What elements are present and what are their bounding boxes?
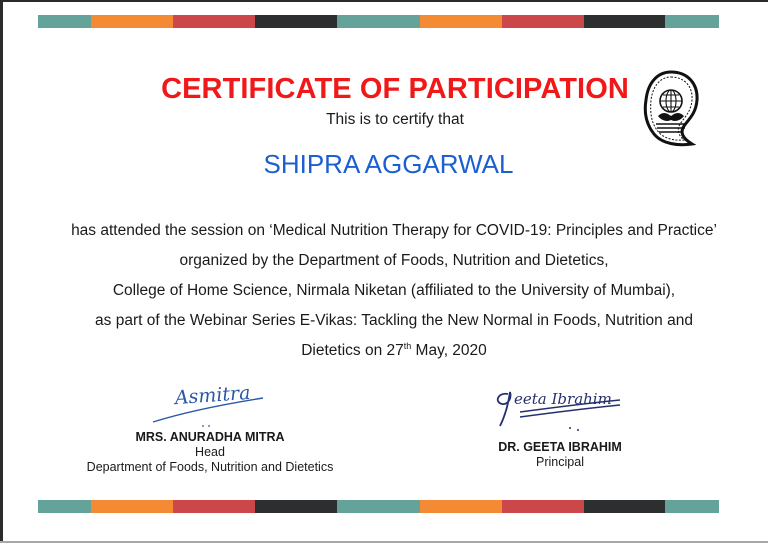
stripe-segment-teal <box>38 500 91 513</box>
date-prefix: Dietetics on 27 <box>301 342 404 359</box>
bottom-color-stripe <box>38 500 719 513</box>
stripe-segment-teal <box>38 15 91 28</box>
stripe-segment-orange <box>91 500 173 513</box>
body-line: organized by the Department of Foods, Nutrition and Dietetics, <box>179 252 609 269</box>
stripe-segment-dark <box>584 500 665 513</box>
stripe-segment-red <box>502 15 584 28</box>
signatory-department: Department of Foods, Nutrition and Dietetics <box>86 460 334 474</box>
stripe-segment-orange <box>420 500 502 513</box>
signature-geeta-ibrahim <box>490 380 630 440</box>
svg-text:eeta Ibrahim: eeta Ibrahim <box>514 390 612 408</box>
date-line <box>0 336 768 366</box>
signatory-name: DR. GEETA IBRAHIM <box>498 440 622 454</box>
body-line: as part of the Webinar Series E-Vikas: Tackling the New Normal in Foods, Nutrition and <box>95 312 693 329</box>
body-line: College of Home Science, Nirmala Niketan (affiliated to the University of Mumbai), <box>112 282 676 299</box>
stripe-segment-teal <box>337 15 420 28</box>
stripe-segment-red <box>502 500 584 513</box>
stripe-segment-red <box>173 15 255 28</box>
signatory-name: MRS. ANURADHA MITRA <box>135 430 285 444</box>
window-border-top <box>0 0 768 2</box>
recipient-name: SHIPRA AGGARWAL <box>263 149 514 179</box>
college-emblem-icon <box>642 68 700 148</box>
signatory-head <box>60 378 360 475</box>
signature-anuradha-mitra <box>145 378 275 430</box>
signatory-role: Principal <box>536 455 584 469</box>
signatory-principal <box>460 380 660 470</box>
signatory-role: Head <box>195 445 225 459</box>
top-color-stripe <box>38 15 719 28</box>
stripe-segment-orange <box>91 15 173 28</box>
stripe-segment-teal <box>337 500 420 513</box>
stripe-segment-teal <box>665 500 719 513</box>
stripe-segment-dark <box>255 15 337 28</box>
certificate-title: CERTIFICATE OF PARTICIPATION <box>161 73 629 105</box>
svg-text:Asmitra: Asmitra <box>174 381 252 410</box>
date-suffix: May, 2020 <box>411 342 487 359</box>
stripe-segment-orange <box>420 15 502 28</box>
certify-subtitle: This is to certify that <box>326 111 464 128</box>
stripe-segment-dark <box>584 15 665 28</box>
date-ordinal: th <box>403 341 412 351</box>
body-line: has attended the session on ‘Medical Nutrition Therapy for COVID-19: Principles and Practice’ <box>71 222 717 239</box>
certificate-body <box>0 216 768 366</box>
stripe-segment-teal <box>665 15 719 28</box>
stripe-segment-red <box>173 500 255 513</box>
stripe-segment-dark <box>255 500 337 513</box>
